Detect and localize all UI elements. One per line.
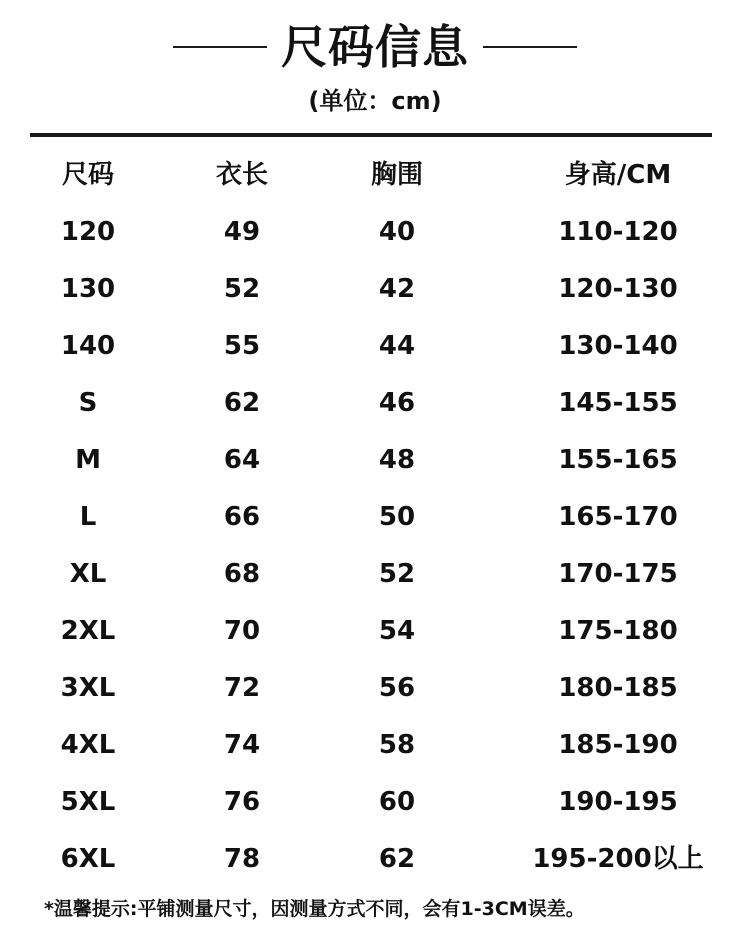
length-cell: 78 (223, 844, 261, 874)
table-row (0, 717, 750, 774)
chest-cell: 48 (378, 445, 416, 475)
height-cell: 155-165 (558, 445, 678, 475)
height-cell: 130-140 (558, 331, 678, 361)
chest-cell: 40 (378, 217, 416, 247)
chest-cell: 60 (378, 787, 416, 817)
size-cell: 3XL (60, 673, 116, 703)
page-title: 尺码信息 (281, 20, 469, 74)
size-cell: 6XL (60, 844, 116, 874)
height-cell: 145-155 (558, 388, 678, 418)
table-row (0, 261, 750, 318)
header-height: 身高/CM (564, 160, 672, 190)
size-cell: XL (69, 559, 107, 589)
chest-cell: 58 (378, 730, 416, 760)
height-cell: 170-175 (558, 559, 678, 589)
length-cell: 64 (223, 445, 261, 475)
table-row (0, 603, 750, 660)
length-cell: 66 (223, 502, 261, 532)
title-block (0, 14, 750, 80)
header-divider (30, 133, 712, 137)
length-cell: 68 (223, 559, 261, 589)
size-cell: M (75, 445, 101, 475)
table-row (0, 774, 750, 831)
table-row (0, 375, 750, 432)
chest-cell: 52 (378, 559, 416, 589)
unit-label: (单位：cm) (308, 87, 442, 115)
height-cell: 165-170 (558, 502, 678, 532)
table-row (0, 546, 750, 603)
chest-cell: 54 (378, 616, 416, 646)
measurement-note: *温馨提示:平铺测量尺寸，因测量方式不同，会有1-3CM误差。 (44, 898, 585, 920)
table-row (0, 204, 750, 261)
chest-cell: 56 (378, 673, 416, 703)
length-cell: 72 (223, 673, 261, 703)
length-cell: 55 (223, 331, 261, 361)
size-cell: 120 (60, 217, 116, 247)
height-cell: 190-195 (558, 787, 678, 817)
size-cell: 140 (60, 331, 116, 361)
length-cell: 74 (223, 730, 261, 760)
header-chest: 胸围 (370, 160, 423, 190)
height-cell: 110-120 (558, 217, 678, 247)
length-cell: 52 (223, 274, 261, 304)
table-row (0, 318, 750, 375)
table-row (0, 432, 750, 489)
size-cell: 5XL (60, 787, 116, 817)
height-cell: 120-130 (558, 274, 678, 304)
table-row (0, 831, 750, 888)
table-row (0, 489, 750, 546)
height-cell: 185-190 (558, 730, 678, 760)
size-cell: S (78, 388, 98, 418)
length-cell: 62 (223, 388, 261, 418)
header-size: 尺码 (61, 160, 114, 190)
size-cell: 2XL (60, 616, 116, 646)
length-cell: 76 (223, 787, 261, 817)
size-table (0, 147, 750, 888)
title-left-line (173, 46, 267, 48)
length-cell: 49 (223, 217, 261, 247)
size-cell: L (79, 502, 97, 532)
table-row (0, 660, 750, 717)
header-length: 衣长 (215, 160, 268, 190)
chest-cell: 42 (378, 274, 416, 304)
size-cell: 130 (60, 274, 116, 304)
chest-cell: 46 (378, 388, 416, 418)
length-cell: 70 (223, 616, 261, 646)
title-right-line (483, 46, 577, 48)
chest-cell: 62 (378, 844, 416, 874)
height-cell: 180-185 (558, 673, 678, 703)
height-cell: 175-180 (558, 616, 678, 646)
size-cell: 4XL (60, 730, 116, 760)
chest-cell: 44 (378, 331, 416, 361)
table-header-row (0, 147, 750, 204)
height-cell: 195-200以上 (532, 844, 704, 874)
chest-cell: 50 (378, 502, 416, 532)
